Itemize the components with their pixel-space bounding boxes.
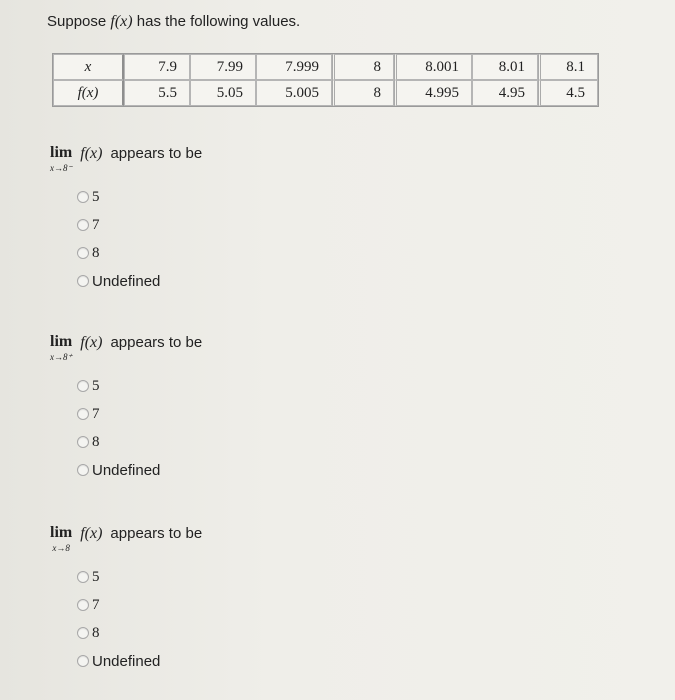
table-row-x	[53, 54, 598, 80]
option-8[interactable]	[77, 239, 202, 267]
values-table	[52, 53, 599, 107]
option-5[interactable]	[77, 563, 202, 591]
option-label: 8	[92, 244, 100, 261]
limit-word: lim	[50, 144, 73, 161]
radio-button[interactable]	[77, 599, 89, 611]
table-cell: 8.1	[538, 54, 598, 80]
option-7[interactable]	[77, 211, 202, 239]
option-undefined[interactable]	[77, 647, 202, 675]
option-label: Undefined	[92, 461, 161, 479]
question-text: appears to be	[110, 334, 203, 351]
radio-button[interactable]	[77, 436, 89, 448]
table-cell: 7.9	[124, 54, 190, 80]
table-cell: 5.005	[256, 80, 332, 106]
limit-notation	[50, 334, 72, 362]
table-cell: 7.99	[190, 54, 256, 80]
table-header-x: x	[53, 54, 124, 80]
option-5[interactable]	[77, 372, 202, 400]
answer-options	[77, 563, 202, 675]
table-cell: 8.001	[394, 54, 472, 80]
limit-subscript: x→8	[52, 543, 70, 553]
option-5[interactable]	[77, 183, 202, 211]
radio-button[interactable]	[77, 191, 89, 203]
radio-button[interactable]	[77, 247, 89, 259]
answer-options	[77, 183, 202, 295]
option-label: 8	[92, 624, 100, 641]
radio-button[interactable]	[77, 219, 89, 231]
question-left-limit	[50, 145, 202, 295]
limit-notation	[50, 525, 72, 553]
table-cell: 8	[332, 80, 394, 106]
question-text: appears to be	[110, 525, 203, 542]
answer-options	[77, 372, 202, 484]
intro-suffix: has the following values.	[136, 13, 301, 30]
radio-button[interactable]	[77, 655, 89, 667]
option-8[interactable]	[77, 619, 202, 647]
table-row-fx	[53, 80, 598, 106]
radio-button[interactable]	[77, 627, 89, 639]
option-7[interactable]	[77, 400, 202, 428]
limit-subscript: x→8⁻	[50, 163, 73, 173]
option-8[interactable]	[77, 428, 202, 456]
radio-button[interactable]	[77, 571, 89, 583]
question-prompt	[50, 525, 202, 553]
table-cell: 4.995	[394, 80, 472, 106]
option-undefined[interactable]	[77, 267, 202, 295]
option-label: 7	[92, 405, 100, 422]
limit-function: f(x)	[80, 525, 103, 542]
intro-prefix: Suppose	[47, 13, 107, 30]
table-cell: 5.5	[124, 80, 190, 106]
table-cell: 8.01	[472, 54, 538, 80]
radio-button[interactable]	[77, 380, 89, 392]
problem-intro	[47, 13, 300, 31]
limit-function: f(x)	[80, 145, 103, 162]
option-label: Undefined	[92, 652, 161, 670]
option-undefined[interactable]	[77, 456, 202, 484]
radio-button[interactable]	[77, 408, 89, 420]
limit-word: lim	[50, 333, 73, 350]
table-cell: 7.999	[256, 54, 332, 80]
question-prompt	[50, 145, 202, 173]
option-label: 7	[92, 596, 100, 613]
radio-button[interactable]	[77, 464, 89, 476]
option-7[interactable]	[77, 591, 202, 619]
radio-button[interactable]	[77, 275, 89, 287]
intro-function: f(x)	[110, 13, 133, 30]
option-label: Undefined	[92, 272, 161, 290]
option-label: 7	[92, 216, 100, 233]
question-prompt	[50, 334, 202, 362]
table-cell: 5.05	[190, 80, 256, 106]
option-label: 8	[92, 433, 100, 450]
table-cell: 4.95	[472, 80, 538, 106]
limit-function: f(x)	[80, 334, 103, 351]
table-header-fx: f(x)	[53, 80, 124, 106]
question-text: appears to be	[110, 145, 203, 162]
limit-subscript: x→8⁺	[50, 352, 73, 362]
limit-notation	[50, 145, 72, 173]
question-right-limit	[50, 334, 202, 484]
table-cell: 8	[332, 54, 394, 80]
option-label: 5	[92, 568, 100, 585]
option-label: 5	[92, 188, 100, 205]
table-cell: 4.5	[538, 80, 598, 106]
option-label: 5	[92, 377, 100, 394]
question-two-sided-limit	[50, 525, 202, 675]
limit-word: lim	[50, 524, 73, 541]
